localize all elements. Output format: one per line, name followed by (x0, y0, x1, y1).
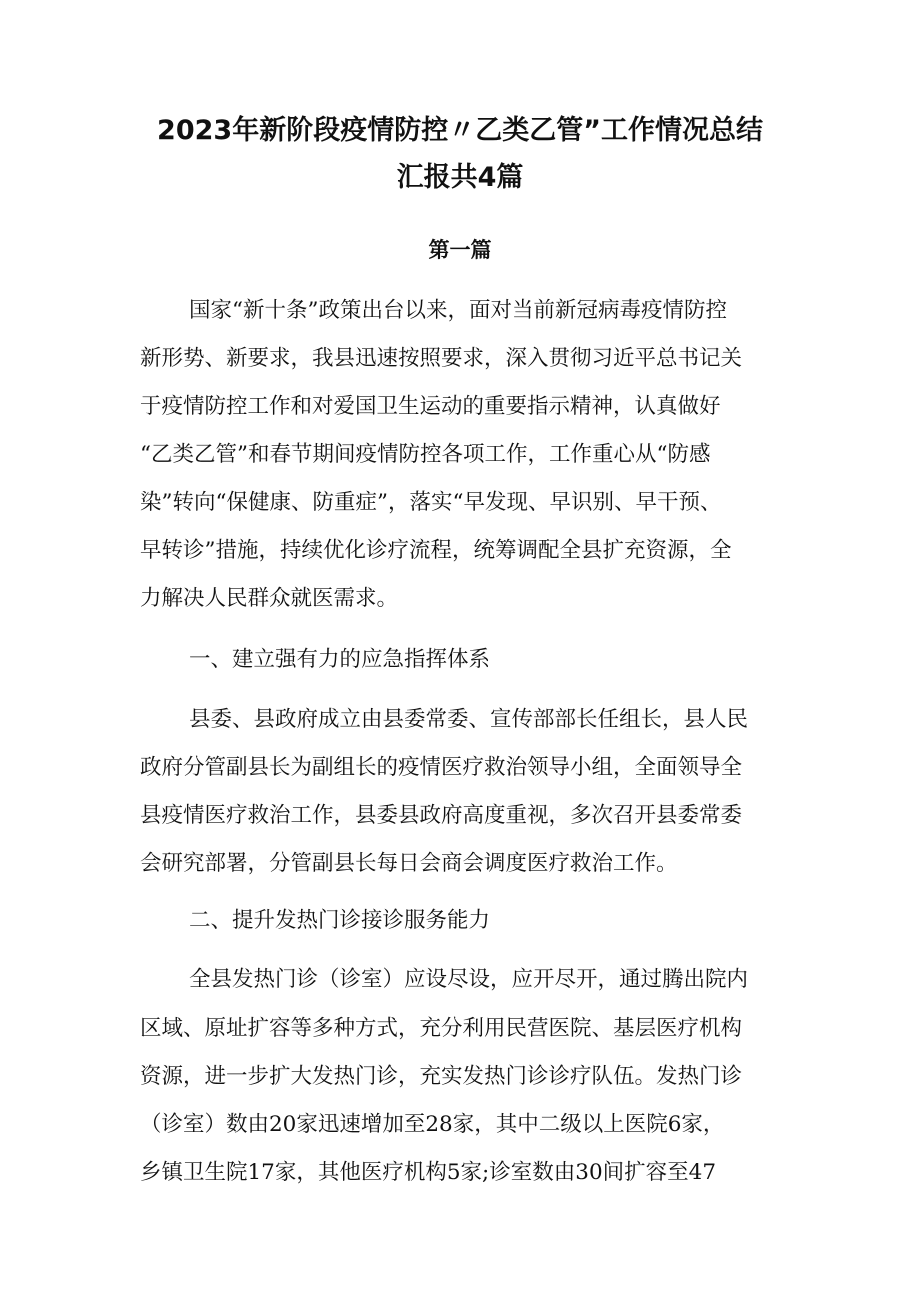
paragraph-line: 县疫情医疗救治工作，县委县政府高度重视，多次召开县委常委 (140, 803, 743, 828)
paragraph-line: 早转诊”措施，持续优化诊疗流程，统筹调配全县扩充资源，全 (140, 538, 732, 563)
paragraph-line: 会研究部署，分管副县长每日会商会调度医疗救治工作。 (140, 851, 678, 876)
paragraph-line: 乡镇卫生院17家，其他医疗机构5家;诊室数由30间扩容至47 (140, 1160, 716, 1185)
paragraph-line: 新形势、新要求，我县迅速按照要求，深入贯彻习近平总书记关 (140, 346, 743, 371)
paragraph-line: 于疫情防控工作和对爱国卫生运动的重要指示精神，认真做好 (140, 394, 721, 419)
paragraph-line: 县委、县政府成立由县委常委、宣传部部长任组长，县人民 (189, 707, 749, 732)
section-heading-1: 一、建立强有力的应急指挥体系 (189, 647, 491, 672)
paragraph-line: 力解决人民群众就医需求。 (140, 586, 399, 611)
paragraph-line: 国家“新十条”政策出台以来，面对当前新冠病毒疫情防控 (189, 298, 727, 323)
paragraph-line: 染”转向“保健康、防重症”，落实“早发现、早识别、早干预、 (140, 490, 722, 515)
paragraph-line: “乙类乙管”和春节期间疫情防控各项工作，工作重心从“防感 (140, 442, 711, 467)
paragraph-line: 全县发热门诊（诊室）应设尽设，应开尽开，通过腾出院内 (189, 967, 749, 992)
section-heading-2: 二、提升发热门诊接诊服务能力 (189, 908, 491, 933)
section-heading: 第一篇 (428, 238, 492, 262)
paragraph-line: 政府分管副县长为副组长的疫情医疗救治领导小组，全面领导全 (140, 755, 743, 780)
document-title-line-1: 2023年新阶段疫情防控〃乙类乙管”工作情况总结 (157, 115, 763, 146)
document-title-line-2: 汇报共4篇 (396, 162, 524, 193)
paragraph-line: （诊室）数由20家迅速增加至28家，其中二级以上医院6家， (140, 1112, 725, 1137)
paragraph-line: 区域、原址扩容等多种方式，充分利用民营医院、基层医疗机构 (140, 1016, 743, 1041)
paragraph-line: 资源，进一步扩大发热门诊，充实发热门诊诊疗队伍。发热门诊 (140, 1064, 743, 1089)
